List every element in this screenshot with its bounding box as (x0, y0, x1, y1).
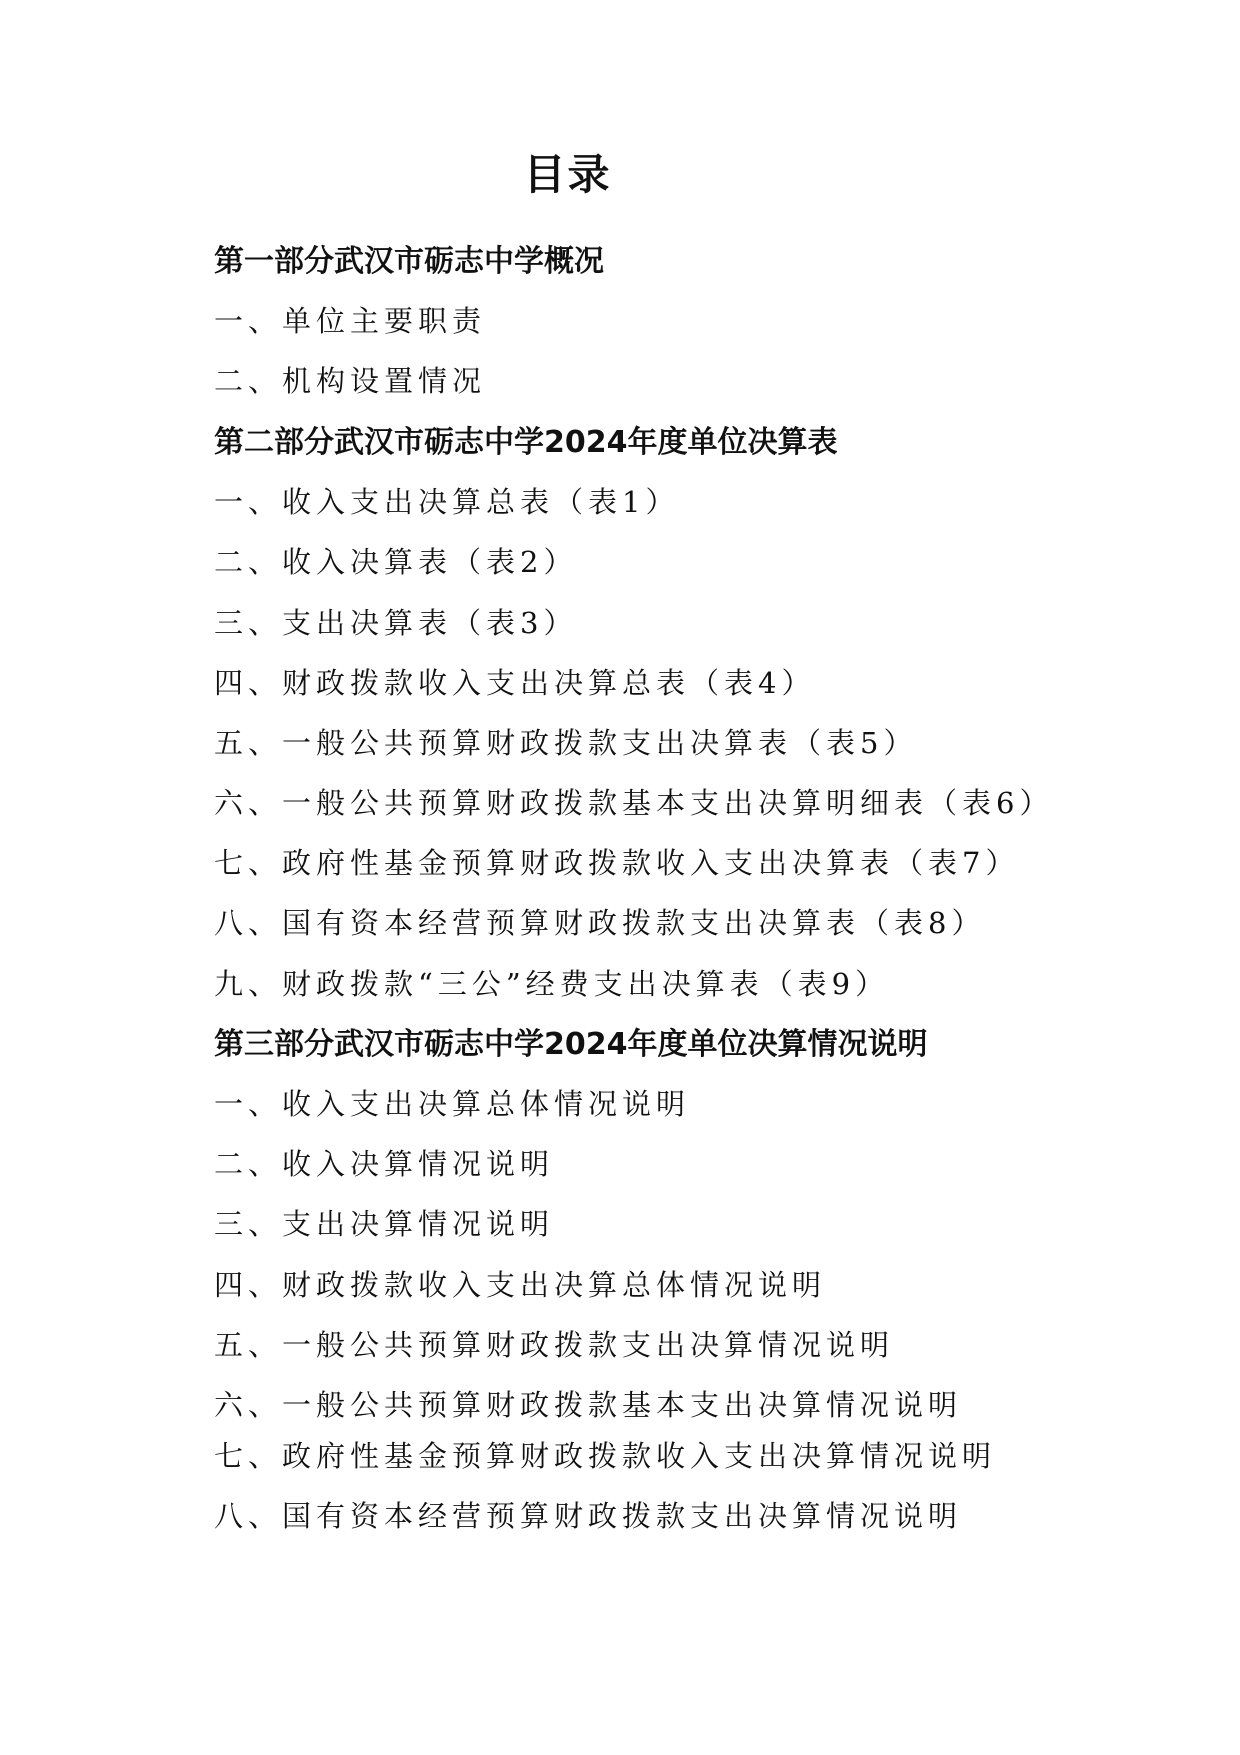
toc-item: 一、单位主要职责 (214, 304, 487, 338)
toc-section-1: 第一部分武汉市砺志中学概况 (214, 244, 604, 279)
toc-item: 三、支出决算情况说明 (214, 1207, 555, 1241)
toc-item: 二、机构设置情况 (214, 364, 487, 398)
toc-item: 一、收入支出决算总表（表1） (214, 485, 680, 519)
toc-item: 五、一般公共预算财政拨款支出决算情况说明 (214, 1328, 895, 1362)
toc-item: 八、国有资本经营预算财政拨款支出决算表（表8） (214, 906, 986, 940)
toc-item: 一、收入支出决算总体情况说明 (214, 1087, 691, 1121)
toc-item: 六、一般公共预算财政拨款基本支出决算明细表（表6） (214, 786, 1054, 820)
toc-item: 四、财政拨款收入支出决算总体情况说明 (214, 1268, 827, 1302)
page-title: 目录 (523, 150, 612, 199)
toc-item: 七、政府性基金预算财政拨款收入支出决算情况说明 (214, 1439, 997, 1473)
toc-section-3: 第三部分武汉市砺志中学2024年度单位决算情况说明 (214, 1027, 928, 1062)
toc-item: 二、收入决算表（表2） (214, 545, 578, 579)
toc-item: 二、收入决算情况说明 (214, 1147, 555, 1181)
toc-item: 四、财政拨款收入支出决算总表（表4） (214, 666, 816, 700)
toc-item: 五、一般公共预算财政拨款支出决算表（表5） (214, 726, 918, 760)
toc-section-2: 第二部分武汉市砺志中学2024年度单位决算表 (214, 425, 838, 460)
toc-item: 七、政府性基金预算财政拨款收入支出决算表（表7） (214, 846, 1020, 880)
toc-item: 六、一般公共预算财政拨款基本支出决算情况说明 (214, 1388, 963, 1422)
toc-item: 九、财政拨款“三公”经费支出决算表（表9） (214, 967, 890, 1001)
toc-item: 三、支出决算表（表3） (214, 606, 578, 640)
toc-item: 八、国有资本经营预算财政拨款支出决算情况说明 (214, 1499, 963, 1533)
